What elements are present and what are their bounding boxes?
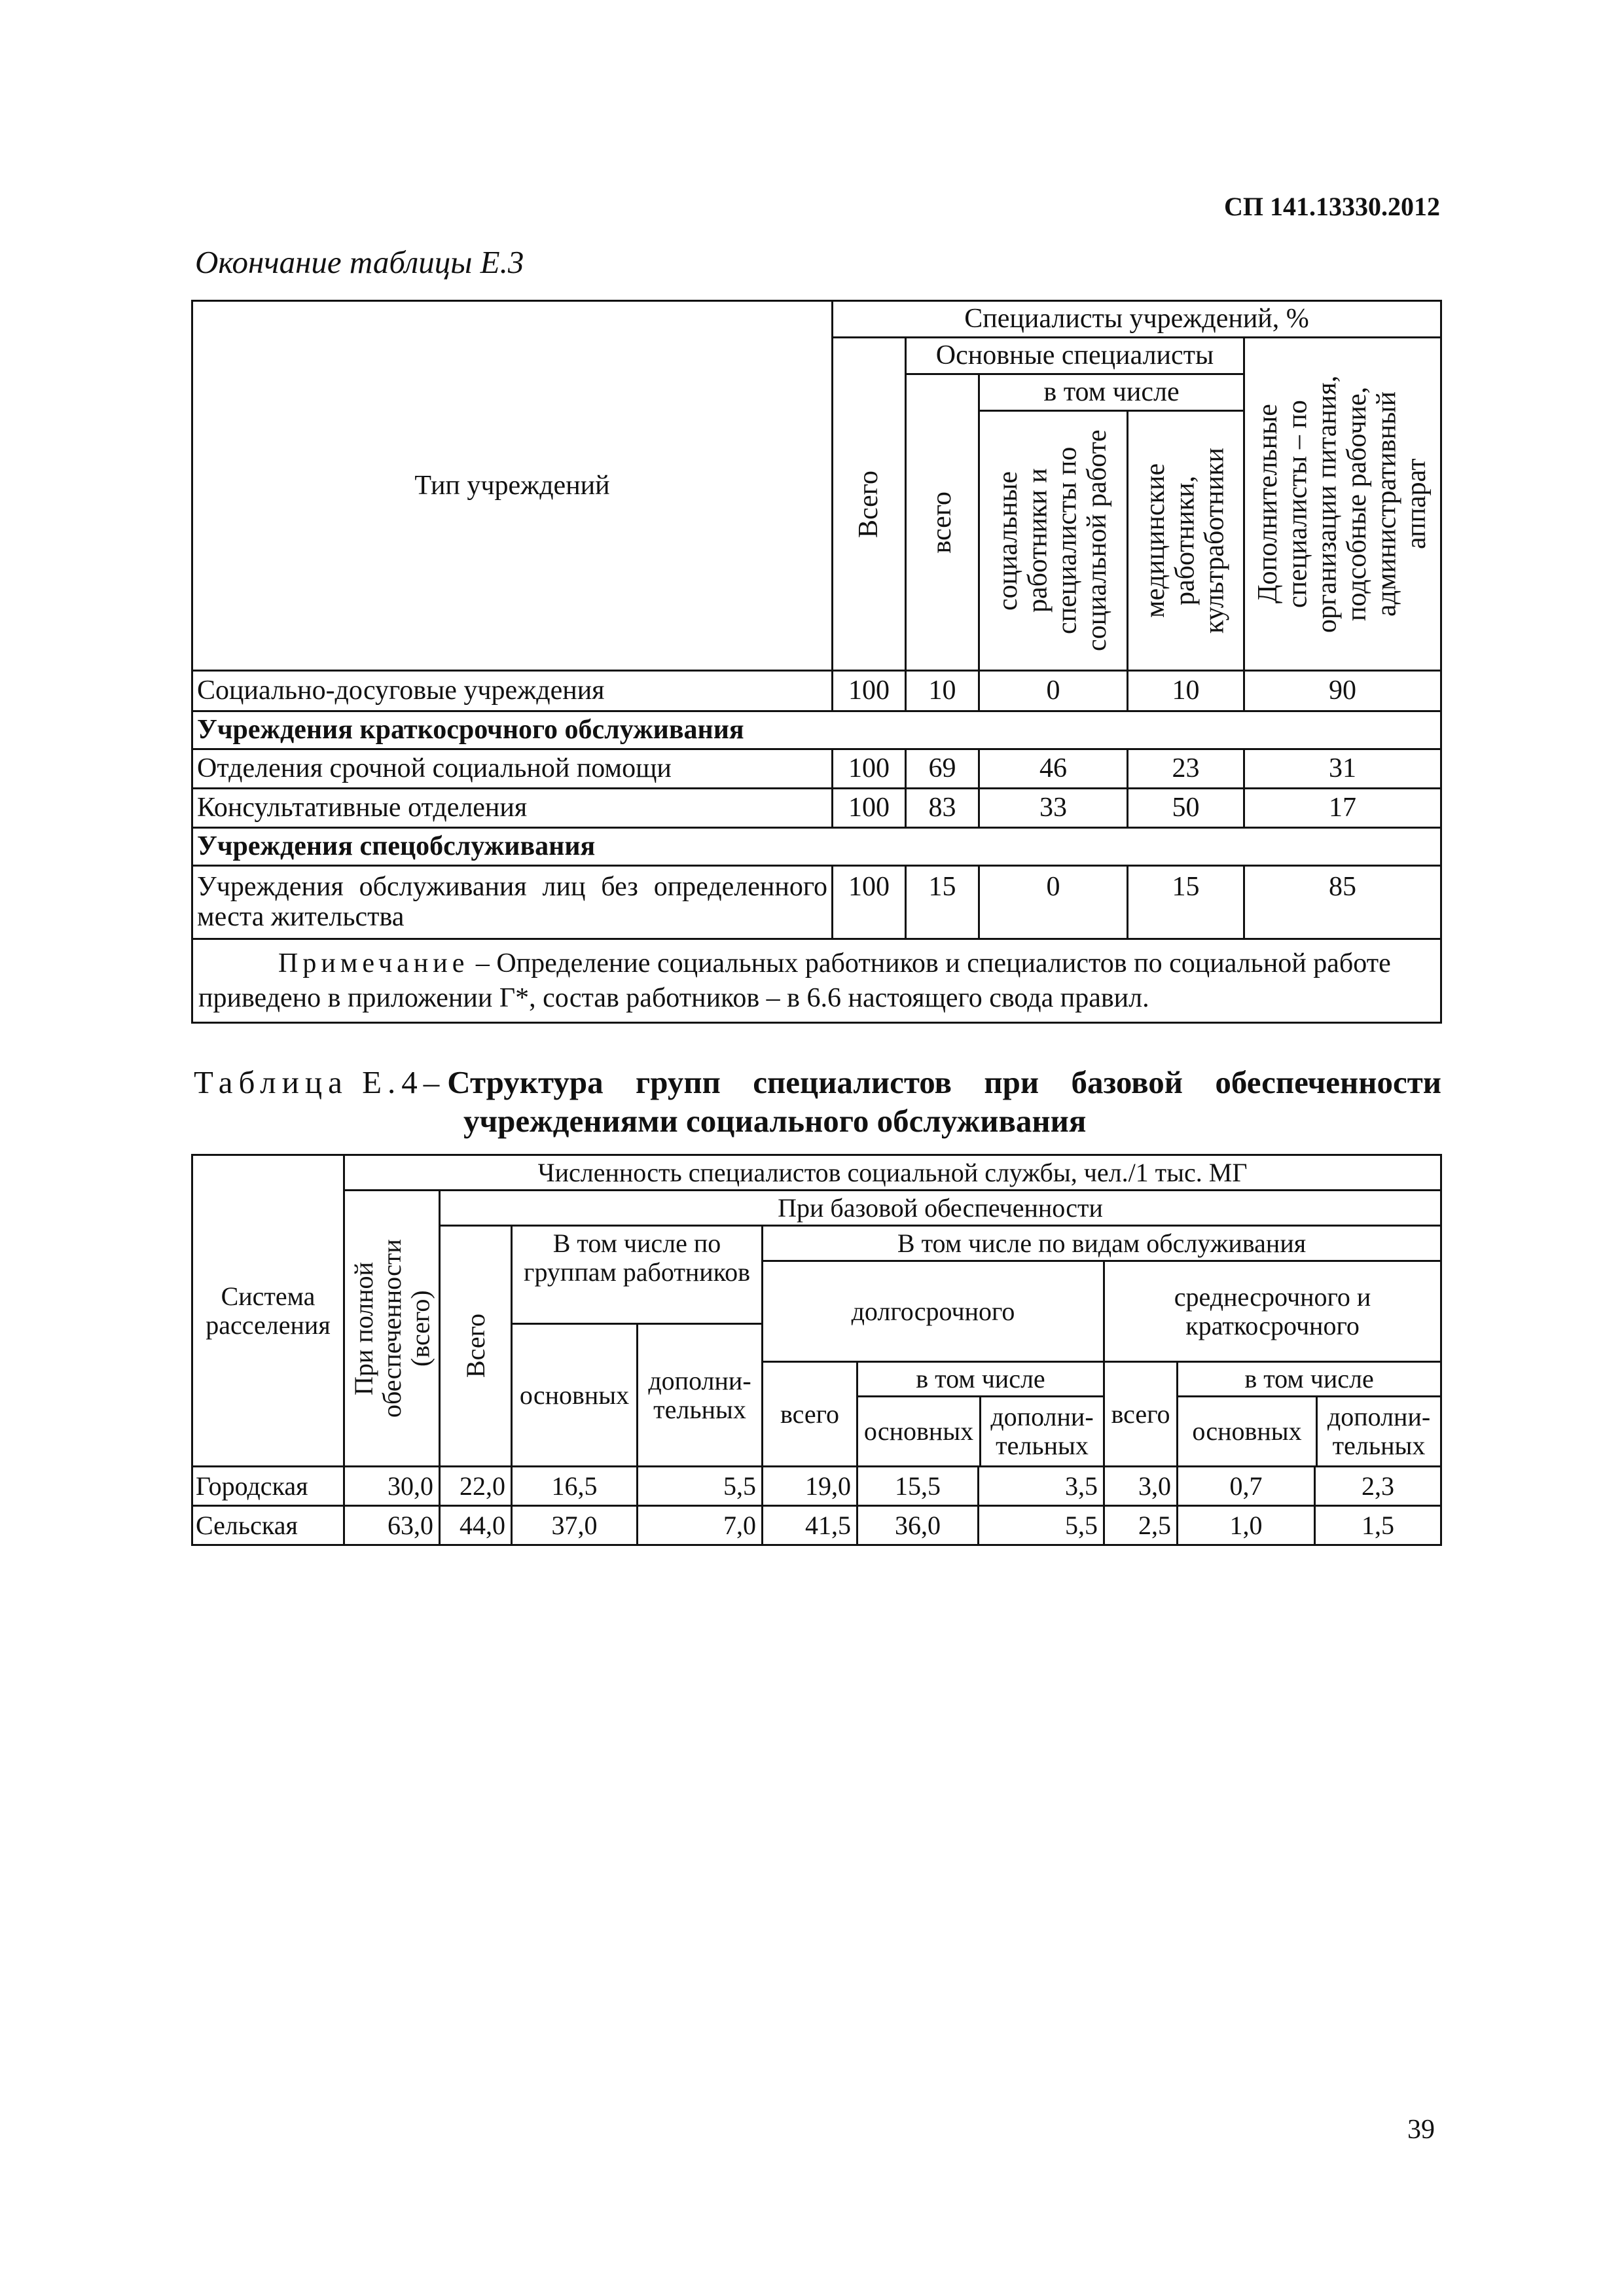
header-by-groups: В том числе по группам работников [512,1226,763,1324]
cell-additional: 90 [1244,671,1441,711]
document-code: СП 141.13330.2012 [1224,192,1440,221]
cell-social: 0 [979,671,1128,711]
header-ms-additional: дополни-тельных [1327,1402,1431,1460]
header-lt-additional: дополни-тельных [990,1402,1094,1460]
cell-main: 15 [906,866,979,939]
cell-medical: 10 [1128,671,1244,711]
cell-total: 100 [833,749,906,789]
row-name: Городская [192,1467,344,1506]
table-row [192,1506,1441,1545]
table-row [192,671,1441,711]
header-social-text: социальные работники и специалисты по социальной работе [993,429,1113,652]
header-base-total [440,1226,512,1467]
cell-medical: 15 [1128,866,1244,939]
section-row [192,711,1441,749]
row-name: Учреждения обслуживания лиц без определенного места жительства [192,866,833,939]
header-additional-text: Дополнительные специалисты – по организации питания, подсобные рабочие, административный аппарат [1252,375,1432,633]
note-text: – Определение социальных работников и специалистов по социальной работе приведено в приложении Г*, состав работников – в 6.6 настоящего свода правил. [198,948,1391,1013]
header-additional-staff: дополни-тельных [638,1324,763,1467]
header-base-total-text: Всего [460,1314,490,1378]
caption-title-line2: учреждениями социального обслуживания [463,1102,1087,1139]
header-institution-type: Тип учреждений [192,301,833,671]
cell-base: 22,0 [440,1467,512,1506]
cell-social: 46 [979,749,1128,789]
cell-add: 7,0 [638,1506,763,1545]
header-base-provision: При базовой обеспеченности [440,1191,1441,1226]
row-name: Сельская [192,1506,344,1545]
header-main-specialists: Основные специалисты [906,338,1244,374]
header-lt-main: основных [858,1397,981,1465]
cell-add: 5,5 [638,1467,763,1506]
row-name: Консультативные отделения [192,789,833,828]
table-note [192,939,1441,1023]
cell-lt-add: 3,5 [979,1467,1104,1506]
header-ms-main: основных [1178,1397,1318,1465]
note-label: Примечание [278,948,469,978]
table-row [192,749,1441,789]
cell-ms-add: 1,5 [1315,1506,1441,1545]
cell-ms-total: 3,0 [1104,1467,1178,1506]
row-name: Социально-досуговые учреждения [192,671,833,711]
header-medical-text: медицинские работники, культработники [1140,448,1231,634]
table-e4 [191,1154,1442,1546]
cell-ms-add: 2,3 [1315,1467,1441,1506]
header-including: в том числе [979,374,1244,411]
cell-total: 100 [833,789,906,828]
page-number: 39 [1407,2115,1435,2145]
row-name: Отделения срочной социальной помощи [192,749,833,789]
header-long-term: долгосрочного [763,1261,1104,1362]
cell-medical: 23 [1128,749,1244,789]
caption-lead: Таблица Е.4 [194,1064,424,1100]
table-e4-caption [194,1064,1441,1141]
cell-main: 83 [906,789,979,828]
header-ms-total: всего [1104,1362,1178,1467]
cell-additional: 17 [1244,789,1441,828]
cell-main: 37,0 [512,1506,638,1545]
cell-medical: 50 [1128,789,1244,828]
header-by-service-types: В том числе по видам обслуживания [763,1226,1441,1261]
cell-ms-main: 1,0 [1178,1506,1315,1545]
table-continuation-title: Окончание таблицы Е.3 [195,244,524,280]
cell-additional: 31 [1244,749,1441,789]
section-title: Учреждения спецобслуживания [192,828,1441,866]
cell-lt-add: 5,5 [979,1506,1104,1545]
header-specialists: Специалисты учреждений, % [833,301,1441,338]
header-medical-workers [1128,411,1244,671]
header-full-provision-text: При полной обеспеченности (всего) [348,1239,435,1418]
header-social-workers [979,411,1128,671]
header-lt-including: в том числе [858,1363,1103,1397]
header-mid-short-term: среднесрочного и краткосрочного [1104,1261,1441,1362]
caption-title-line1: Структура групп специалистов при базовой обеспеченности [447,1064,1441,1100]
cell-full: 63,0 [344,1506,440,1545]
cell-total: 100 [833,671,906,711]
cell-base: 44,0 [440,1506,512,1545]
cell-full: 30,0 [344,1467,440,1506]
cell-ms-total: 2,5 [1104,1506,1178,1545]
cell-social: 0 [979,866,1128,939]
cell-main: 16,5 [512,1467,638,1506]
note-row [192,939,1441,1023]
header-main-staff: основных [512,1324,638,1467]
header-ms-including-group [1178,1362,1441,1467]
cell-lt-total: 19,0 [763,1467,857,1506]
cell-social: 33 [979,789,1128,828]
header-total-text: Всего [853,470,884,538]
table-row [192,866,1441,939]
cell-lt-main: 36,0 [857,1506,979,1545]
header-specialist-count: Численность специалистов социальной службы, чел./1 тыс. МГ [344,1155,1441,1191]
header-lt-total: всего [763,1362,857,1467]
header-main-total-text: всего [926,491,957,554]
caption-dash: – [423,1064,440,1100]
header-main-total [906,374,979,671]
cell-lt-main: 15,5 [857,1467,979,1506]
header-total [833,338,906,671]
header-lt-including-group [857,1362,1104,1467]
cell-ms-main: 0,7 [1178,1467,1315,1506]
cell-total: 100 [833,866,906,939]
header-full-provision [344,1191,440,1467]
header-additional-specialists [1244,338,1441,671]
section-title: Учреждения краткосрочного обслуживания [192,711,1441,749]
table-row [192,1467,1441,1506]
header-settlement-system: Система расселения [192,1155,344,1467]
table-row [192,789,1441,828]
table-e3 [191,300,1442,1024]
cell-additional: 85 [1244,866,1441,939]
header-ms-including: в том числе [1178,1363,1440,1397]
section-row [192,828,1441,866]
cell-lt-total: 41,5 [763,1506,857,1545]
cell-main: 10 [906,671,979,711]
cell-main: 69 [906,749,979,789]
